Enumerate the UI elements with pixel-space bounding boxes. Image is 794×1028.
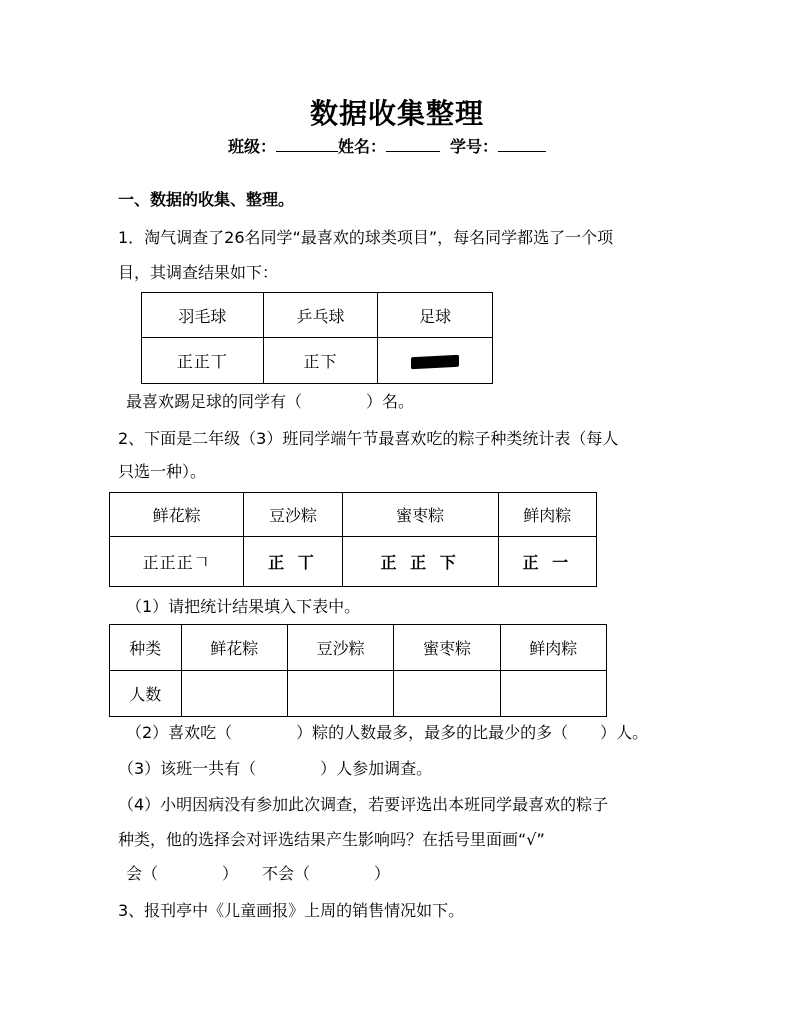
q1-text-line1: 1．淘气调查了26名同学“最喜欢的球类项目”，每名同学都选了一个项	[118, 228, 614, 247]
q2-sub4-options: 会（ ） 不会（ ）	[126, 864, 391, 883]
fill-answer-cell[interactable]	[394, 671, 500, 717]
fill-header-cell: 鲜花粽	[181, 625, 287, 671]
fill-header-cell: 种类	[110, 625, 182, 671]
q2-sub3: （3）该班一共有（ ）人参加调查。	[118, 759, 433, 778]
name-blank[interactable]	[386, 135, 440, 152]
q2-tally-table	[109, 492, 597, 587]
id-label: 学号：	[450, 137, 499, 156]
q1-header-cell: 乒乓球	[263, 293, 378, 338]
q2-header-cell: 蜜枣粽	[342, 493, 498, 537]
fill-header-cell: 豆沙粽	[287, 625, 393, 671]
q1-answer-line: 最喜欢踢足球的同学有（ ）名。	[126, 392, 415, 411]
class-blank[interactable]	[276, 135, 338, 152]
q1-tally-table	[141, 292, 493, 384]
page-title: 数据收集整理	[309, 97, 484, 130]
q2-text-line1: 2、下面是二年级（3）班同学端午节最喜欢吃的粽子种类统计表（每人	[118, 429, 619, 448]
fill-answer-cell[interactable]	[181, 671, 287, 717]
fill-answer-cell[interactable]	[500, 671, 606, 717]
fill-header-cell: 鲜肉粽	[500, 625, 606, 671]
q1-tally-cell: 正下	[263, 338, 378, 384]
id-blank[interactable]	[498, 135, 546, 152]
q2-fill-table	[109, 624, 607, 717]
q2-tally-cell: 正正正𠃍	[110, 537, 244, 587]
fill-header-cell: 蜜枣粽	[394, 625, 500, 671]
q2-tally-cell: 正 丅	[244, 537, 342, 587]
q2-tally-cell: 正 一	[498, 537, 596, 587]
q1-header-cell: 羽毛球	[142, 293, 264, 338]
q2-sub4-line2: 种类，他的选择会对评选结果产生影响吗？在括号里面画“√”	[118, 830, 545, 849]
q2-header-cell: 鲜花粽	[110, 493, 244, 537]
q2-header-cell: 豆沙粽	[244, 493, 342, 537]
student-info-row	[228, 134, 546, 157]
q2-sub1: （1）请把统计结果填入下表中。	[126, 597, 361, 616]
q3-text-line1: 3、报刊亭中《儿童画报》上周的销售情况如下。	[118, 901, 465, 920]
q2-text-line2: 只选一种）。	[118, 462, 207, 481]
q1-tally-cell-obscured	[378, 338, 493, 384]
name-label: 姓名：	[338, 137, 387, 156]
q2-sub4-line1: （4）小明因病没有参加此次调查，若要评选出本班同学最喜欢的粽子	[118, 795, 609, 814]
ink-blot	[411, 354, 459, 369]
q1-header-cell: 足球	[378, 293, 493, 338]
q1-tally-cell: 正正丅	[142, 338, 264, 384]
q1-text-line2: 目，其调查结果如下：	[118, 263, 279, 282]
q2-sub2: （2）喜欢吃（ ）粽的人数最多，最多的比最少的多（ ）人。	[126, 723, 649, 742]
section-heading: 一、数据的收集、整理。	[118, 190, 295, 209]
class-label: 班级：	[228, 137, 277, 156]
q2-header-cell: 鲜肉粽	[498, 493, 596, 537]
q2-tally-cell: 正 正 下	[342, 537, 498, 587]
fill-row-label: 人数	[110, 671, 182, 717]
fill-answer-cell[interactable]	[287, 671, 393, 717]
